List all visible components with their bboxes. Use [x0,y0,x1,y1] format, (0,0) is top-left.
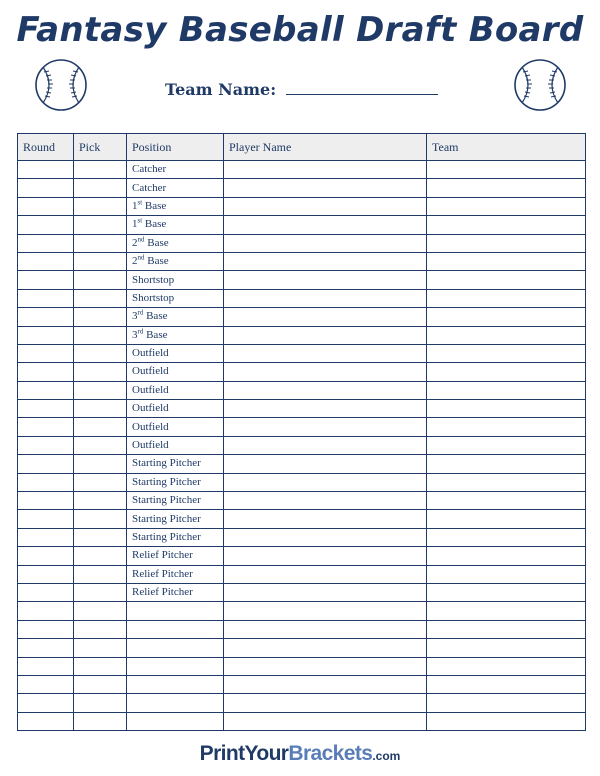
player-name-cell[interactable] [224,473,427,491]
team-cell[interactable] [427,381,586,399]
team-cell[interactable] [427,436,586,454]
position-ordinal-suffix: nd [137,253,145,262]
table-row [18,344,586,362]
position-text: Outfield [132,439,169,452]
round-cell[interactable] [18,712,74,730]
team-cell[interactable] [427,639,586,657]
team-cell[interactable] [427,510,586,528]
position-ordinal-suffix: nd [137,235,145,244]
position-suffix-text: Base [143,310,168,323]
pick-cell[interactable] [74,252,127,270]
table-row [18,271,586,289]
player-name-cell[interactable] [224,712,427,730]
pick-cell[interactable] [74,639,127,657]
position-text: Outfield [132,383,169,396]
round-cell[interactable] [18,492,74,510]
player-name-cell[interactable] [224,363,427,381]
player-name-cell[interactable] [224,234,427,252]
position-text: 3 [132,328,138,341]
position-cell [127,473,224,491]
position-cell [127,492,224,510]
player-name-cell[interactable] [224,657,427,675]
team-cell[interactable] [427,252,586,270]
table-row [18,400,586,418]
team-cell[interactable] [427,547,586,565]
position-text: Starting Pitcher [132,457,201,470]
position-cell [127,418,224,436]
header-team: Team [427,134,586,161]
player-name-cell[interactable] [224,179,427,197]
position-cell [127,363,224,381]
player-name-cell[interactable] [224,675,427,693]
position-text: Relief Pitcher [132,549,193,562]
player-name-cell[interactable] [224,197,427,215]
position-cell [127,197,224,215]
team-cell[interactable] [427,400,586,418]
team-cell[interactable] [427,455,586,473]
player-name-cell[interactable] [224,565,427,583]
table-header-row [18,134,586,161]
table-row [18,216,586,234]
position-text: 2 [132,236,138,249]
pick-cell[interactable] [74,675,127,693]
team-cell[interactable] [427,197,586,215]
position-cell [127,583,224,601]
position-suffix-text: Base [143,328,168,341]
team-cell[interactable] [427,602,586,620]
team-cell[interactable] [427,308,586,326]
table-row [18,418,586,436]
pick-cell[interactable] [74,400,127,418]
position-ordinal-suffix: st [137,216,143,225]
table-row [18,381,586,399]
team-cell[interactable] [427,216,586,234]
pick-cell[interactable] [74,289,127,307]
table-row [18,602,586,620]
table-row [18,179,586,197]
position-cell [127,602,224,620]
position-ordinal-suffix: rd [137,308,144,317]
round-cell[interactable] [18,583,74,601]
round-cell[interactable] [18,602,74,620]
page-title: Fantasy Baseball Draft Board [16,10,584,50]
position-text: 1 [132,218,138,231]
footer-logo [0,742,600,766]
table-row [18,492,586,510]
round-cell[interactable] [18,363,74,381]
table-row [18,289,586,307]
round-cell[interactable] [18,455,74,473]
pick-cell[interactable] [74,492,127,510]
position-cell [127,344,224,362]
team-cell[interactable] [427,234,586,252]
position-cell [127,657,224,675]
player-name-cell[interactable] [224,436,427,454]
table-row [18,234,586,252]
round-cell[interactable] [18,308,74,326]
table-row [18,455,586,473]
pick-cell[interactable] [74,271,127,289]
baseball-icon [33,57,89,113]
position-cell [127,308,224,326]
position-suffix-text: Base [144,255,169,268]
position-cell [127,639,224,657]
position-cell [127,289,224,307]
pick-cell[interactable] [74,381,127,399]
position-suffix-text: Base [144,236,169,249]
round-cell[interactable] [18,179,74,197]
pick-cell[interactable] [74,436,127,454]
team-cell[interactable] [427,528,586,546]
round-cell[interactable] [18,547,74,565]
player-name-cell[interactable] [224,308,427,326]
team-cell[interactable] [427,289,586,307]
round-cell[interactable] [18,252,74,270]
round-cell[interactable] [18,694,74,712]
position-cell [127,547,224,565]
round-cell[interactable] [18,344,74,362]
position-text: Outfield [132,420,169,433]
table-row [18,675,586,693]
position-cell [127,400,224,418]
draft-board-table [17,133,586,731]
pick-cell[interactable] [74,179,127,197]
table-row [18,326,586,344]
position-text: Shortstop [132,291,175,304]
player-name-cell[interactable] [224,455,427,473]
pick-cell[interactable] [74,547,127,565]
round-cell[interactable] [18,400,74,418]
round-cell[interactable] [18,675,74,693]
pick-cell[interactable] [74,455,127,473]
position-text: Catcher [132,181,167,194]
player-name-cell[interactable] [224,583,427,601]
position-text: Outfield [132,402,169,415]
table-row [18,252,586,270]
header-round: Round [18,134,74,161]
player-name-cell[interactable] [224,547,427,565]
round-cell[interactable] [18,326,74,344]
player-name-cell[interactable] [224,289,427,307]
position-text: Starting Pitcher [132,531,201,543]
position-cell [127,712,224,730]
table-row [18,620,586,638]
player-name-cell[interactable] [224,620,427,638]
baseball-icon [512,57,568,113]
position-suffix-text: Base [142,199,167,212]
round-cell[interactable] [18,639,74,657]
pick-cell[interactable] [74,473,127,491]
table-row [18,583,586,601]
round-cell[interactable] [18,234,74,252]
player-name-cell[interactable] [224,602,427,620]
position-text: 3 [132,310,138,323]
table-row [18,657,586,675]
player-name-cell[interactable] [224,639,427,657]
table-row [18,712,586,730]
team-cell[interactable] [427,712,586,730]
player-name-cell[interactable] [224,161,427,179]
table-row [18,547,586,565]
position-text: Starting Pitcher [132,512,201,525]
position-text: Relief Pitcher [132,567,193,580]
position-suffix-text: Base [142,218,167,231]
round-cell[interactable] [18,381,74,399]
table-row [18,473,586,491]
position-cell [127,216,224,234]
team-cell[interactable] [427,161,586,179]
round-cell[interactable] [18,528,74,546]
player-name-cell[interactable] [224,271,427,289]
round-cell[interactable] [18,657,74,675]
table-row [18,510,586,528]
round-cell[interactable] [18,216,74,234]
team-cell[interactable] [427,363,586,381]
position-cell [127,326,224,344]
position-cell [127,234,224,252]
pick-cell[interactable] [74,344,127,362]
player-name-cell[interactable] [224,492,427,510]
position-cell [127,252,224,270]
round-cell[interactable] [18,271,74,289]
player-name-cell[interactable] [224,418,427,436]
position-cell [127,694,224,712]
table-row [18,694,586,712]
position-text: Catcher [132,163,167,176]
footer-logo-part2: Brackets [288,742,373,765]
position-text: 2 [132,255,138,268]
team-cell[interactable] [427,565,586,583]
pick-cell[interactable] [74,657,127,675]
pick-cell[interactable] [74,510,127,528]
team-name-label: Team Name: [165,80,277,99]
table-row [18,308,586,326]
position-text: Starting Pitcher [132,494,201,507]
position-cell [127,455,224,473]
footer-logo-part1: PrintYour [199,742,289,765]
pick-cell[interactable] [74,197,127,215]
team-cell[interactable] [427,326,586,344]
position-cell [127,510,224,528]
pick-cell[interactable] [74,712,127,730]
position-text: Outfield [132,347,169,360]
position-cell [127,381,224,399]
round-cell[interactable] [18,289,74,307]
pick-cell[interactable] [74,216,127,234]
header-player-name: Player Name [224,134,427,161]
team-cell[interactable] [427,344,586,362]
player-name-cell[interactable] [224,326,427,344]
header-pick: Pick [74,134,127,161]
round-cell[interactable] [18,620,74,638]
team-cell[interactable] [427,179,586,197]
player-name-cell[interactable] [224,694,427,712]
table-row [18,528,586,546]
round-cell[interactable] [18,473,74,491]
pick-cell[interactable] [74,234,127,252]
team-cell[interactable] [427,675,586,693]
position-text: 1 [132,199,138,212]
position-cell [127,161,224,179]
player-name-cell[interactable] [224,400,427,418]
position-text: Shortstop [132,273,175,286]
team-cell[interactable] [427,473,586,491]
team-cell[interactable] [427,583,586,601]
player-name-cell[interactable] [224,528,427,546]
header-position: Position [127,134,224,161]
position-cell [127,675,224,693]
footer-logo-part3: .com [372,749,401,763]
player-name-cell[interactable] [224,344,427,362]
team-cell[interactable] [427,620,586,638]
team-cell[interactable] [427,418,586,436]
position-cell [127,620,224,638]
player-name-cell[interactable] [224,381,427,399]
player-name-cell[interactable] [224,252,427,270]
pick-cell[interactable] [74,528,127,546]
position-text: Outfield [132,365,169,378]
pick-cell[interactable] [74,363,127,381]
pick-cell[interactable] [74,694,127,712]
round-cell[interactable] [18,510,74,528]
player-name-cell[interactable] [224,216,427,234]
pick-cell[interactable] [74,326,127,344]
table-row [18,436,586,454]
position-cell [127,179,224,197]
position-cell [127,565,224,583]
position-ordinal-suffix: rd [137,327,144,336]
pick-cell[interactable] [74,308,127,326]
table-row [18,197,586,215]
round-cell[interactable] [18,436,74,454]
round-cell[interactable] [18,161,74,179]
position-text: Starting Pitcher [132,475,201,488]
pick-cell[interactable] [74,583,127,601]
team-cell[interactable] [427,694,586,712]
table-row [18,161,586,179]
round-cell[interactable] [18,197,74,215]
team-cell[interactable] [427,657,586,675]
team-name-row [165,75,438,99]
pick-cell[interactable] [74,620,127,638]
round-cell[interactable] [18,565,74,583]
table-row [18,363,586,381]
player-name-cell[interactable] [224,510,427,528]
position-cell [127,436,224,454]
position-ordinal-suffix: st [137,198,143,207]
pick-cell[interactable] [74,602,127,620]
team-cell[interactable] [427,492,586,510]
team-cell[interactable] [427,271,586,289]
team-name-field[interactable] [286,94,438,95]
round-cell[interactable] [18,418,74,436]
table-row [18,639,586,657]
table-row [18,565,586,583]
position-text: Relief Pitcher [132,586,193,599]
position-cell [127,528,224,546]
pick-cell[interactable] [74,565,127,583]
pick-cell[interactable] [74,418,127,436]
pick-cell[interactable] [74,161,127,179]
position-cell [127,271,224,289]
